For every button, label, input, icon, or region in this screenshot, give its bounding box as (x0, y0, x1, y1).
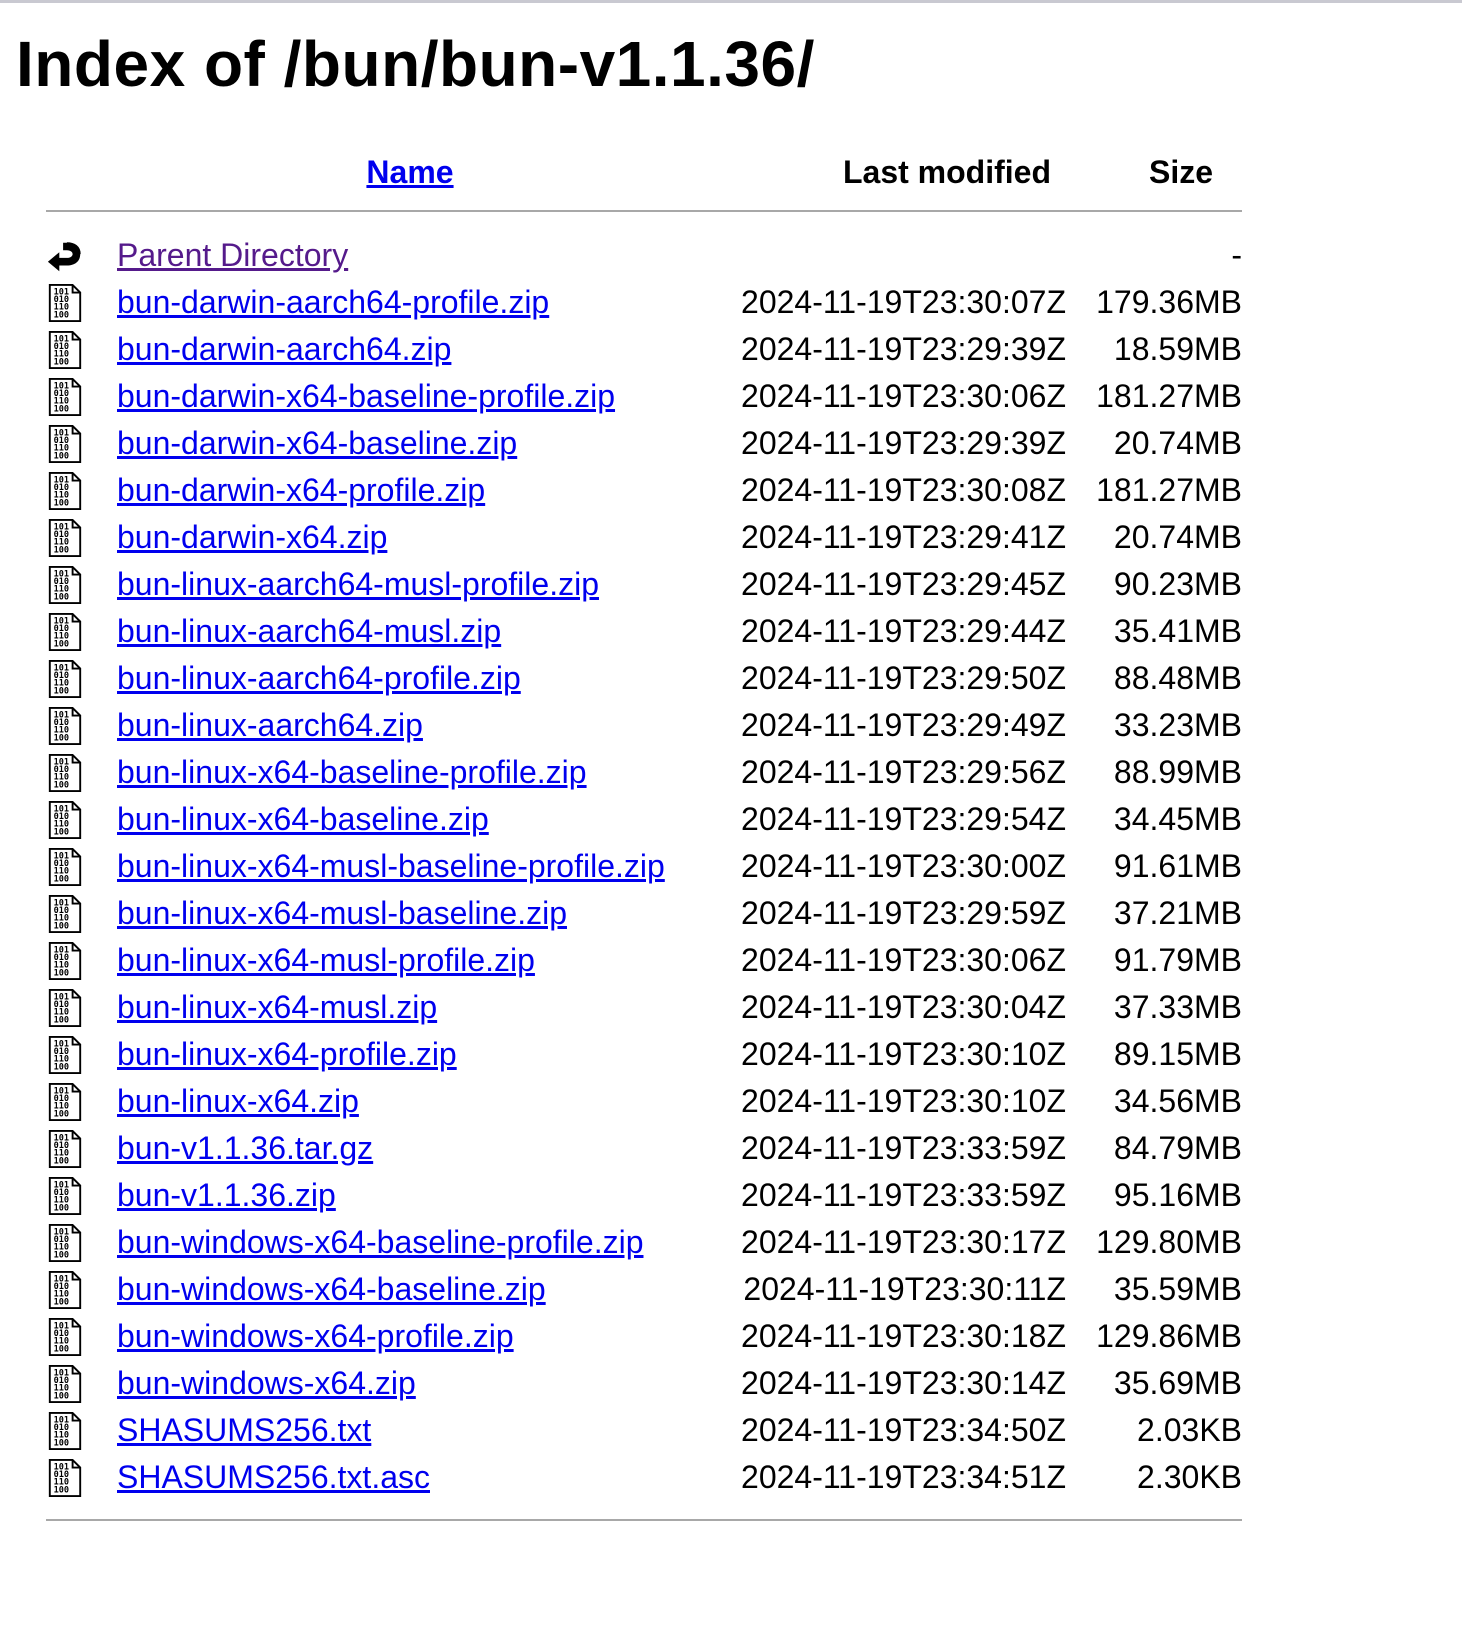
svg-text:101: 101 (53, 522, 70, 533)
svg-text:100: 100 (53, 1250, 70, 1261)
svg-text:100: 100 (53, 498, 70, 509)
file-link[interactable]: bun-linux-x64-musl.zip (117, 989, 438, 1025)
file-date: 2024-11-19T23:33:59Z (741, 1130, 1066, 1166)
binary-file-icon (46, 1271, 84, 1309)
svg-text:110: 110 (53, 584, 70, 595)
svg-text:110: 110 (53, 960, 70, 971)
file-date: 2024-11-19T23:29:45Z (741, 566, 1066, 602)
svg-text:101: 101 (53, 1368, 70, 1379)
file-date: 2024-11-19T23:30:07Z (741, 284, 1066, 320)
file-size: 181.27MB (1096, 378, 1242, 414)
svg-text:010: 010 (53, 1094, 70, 1105)
binary-file-icon (46, 284, 84, 322)
file-size: 34.56MB (1113, 1083, 1242, 1119)
binary-file-icon (46, 613, 84, 651)
svg-text:110: 110 (53, 1195, 70, 1206)
file-row (46, 1313, 1242, 1360)
svg-text:101: 101 (53, 381, 70, 392)
svg-text:010: 010 (53, 342, 70, 353)
svg-text:100: 100 (53, 1156, 70, 1167)
svg-text:101: 101 (53, 663, 70, 674)
back-arrow-icon (46, 237, 84, 275)
file-date: 2024-11-19T23:30:18Z (741, 1318, 1066, 1354)
svg-text:010: 010 (53, 859, 70, 870)
svg-text:010: 010 (53, 1047, 70, 1058)
binary-file-icon (46, 331, 84, 369)
file-row (46, 608, 1242, 655)
file-size: 88.99MB (1113, 754, 1242, 790)
svg-text:010: 010 (53, 1470, 70, 1481)
file-row (46, 1407, 1242, 1454)
file-link[interactable]: bun-darwin-x64-profile.zip (117, 472, 486, 508)
svg-text:110: 110 (53, 1336, 70, 1347)
file-link[interactable]: bun-windows-x64-profile.zip (117, 1318, 514, 1354)
file-size: 18.59MB (1113, 331, 1242, 367)
svg-text:100: 100 (53, 780, 70, 791)
file-row (46, 655, 1242, 702)
file-link[interactable]: bun-linux-aarch64-musl.zip (117, 613, 502, 649)
file-size: 179.36MB (1096, 284, 1242, 320)
svg-text:101: 101 (53, 475, 70, 486)
binary-file-icon (46, 1318, 84, 1356)
svg-text:010: 010 (53, 1376, 70, 1387)
file-row (46, 890, 1242, 937)
file-row (46, 937, 1242, 984)
binary-file-icon (46, 1130, 84, 1168)
binary-file-icon (46, 754, 84, 792)
file-size: 2.30KB (1137, 1459, 1242, 1495)
svg-text:110: 110 (53, 1007, 70, 1018)
file-date: 2024-11-19T23:29:56Z (741, 754, 1066, 790)
svg-text:100: 100 (53, 1109, 70, 1120)
svg-text:100: 100 (53, 1485, 70, 1496)
svg-text:100: 100 (53, 1344, 70, 1355)
svg-text:100: 100 (53, 404, 70, 415)
file-link[interactable]: bun-linux-x64-musl-baseline-profile.zip (117, 848, 665, 884)
sort-by-name-link[interactable]: Name (366, 154, 454, 190)
header-divider (46, 210, 1242, 212)
file-date: 2024-11-19T23:29:54Z (741, 801, 1066, 837)
file-size: 129.80MB (1096, 1224, 1242, 1260)
svg-text:110: 110 (53, 631, 70, 642)
svg-text:110: 110 (53, 1430, 70, 1441)
file-size: 88.48MB (1113, 660, 1242, 696)
svg-text:010: 010 (53, 530, 70, 541)
svg-text:100: 100 (53, 592, 70, 603)
file-rows (46, 232, 1242, 1501)
svg-text:101: 101 (53, 1321, 70, 1332)
file-link[interactable]: bun-windows-x64-baseline.zip (117, 1271, 546, 1307)
file-link[interactable]: SHASUMS256.txt (117, 1412, 372, 1448)
file-row (46, 561, 1242, 608)
file-row (46, 984, 1242, 1031)
file-date: 2024-11-19T23:30:11Z (743, 1271, 1066, 1307)
file-date: 2024-11-19T23:30:08Z (741, 472, 1066, 508)
binary-file-icon (46, 895, 84, 933)
svg-text:101: 101 (53, 757, 70, 768)
file-size: 84.79MB (1113, 1130, 1242, 1166)
file-date: 2024-11-19T23:29:41Z (741, 519, 1066, 555)
binary-file-icon (46, 942, 84, 980)
file-row (46, 514, 1242, 561)
binary-file-icon (46, 1365, 84, 1403)
svg-text:100: 100 (53, 1203, 70, 1214)
svg-text:101: 101 (53, 898, 70, 909)
file-date: 2024-11-19T23:30:00Z (741, 848, 1066, 884)
svg-text:100: 100 (53, 921, 70, 932)
binary-file-icon (46, 378, 84, 416)
file-row (46, 279, 1242, 326)
svg-text:110: 110 (53, 819, 70, 830)
svg-text:100: 100 (53, 639, 70, 650)
svg-text:101: 101 (53, 1415, 70, 1426)
svg-text:010: 010 (53, 953, 70, 964)
file-date: 2024-11-19T23:29:39Z (741, 331, 1066, 367)
file-row (46, 420, 1242, 467)
file-link[interactable]: bun-linux-x64-baseline-profile.zip (117, 754, 587, 790)
svg-text:101: 101 (53, 1133, 70, 1144)
svg-text:101: 101 (53, 992, 70, 1003)
svg-text:110: 110 (53, 443, 70, 454)
file-link[interactable]: bun-linux-aarch64-musl-profile.zip (117, 566, 599, 602)
file-row (46, 1172, 1242, 1219)
binary-file-icon (46, 1177, 84, 1215)
file-date: 2024-11-19T23:30:04Z (741, 989, 1066, 1025)
file-date: 2024-11-19T23:29:50Z (741, 660, 1066, 696)
svg-text:010: 010 (53, 483, 70, 494)
parent-directory-size: - (1231, 237, 1242, 273)
svg-text:101: 101 (53, 287, 70, 298)
svg-text:101: 101 (53, 569, 70, 580)
svg-text:010: 010 (53, 812, 70, 823)
svg-text:110: 110 (53, 349, 70, 360)
svg-text:100: 100 (53, 968, 70, 979)
binary-file-icon (46, 801, 84, 839)
svg-text:010: 010 (53, 1329, 70, 1340)
svg-text:101: 101 (53, 1086, 70, 1097)
svg-text:100: 100 (53, 733, 70, 744)
file-date: 2024-11-19T23:29:44Z (741, 613, 1066, 649)
file-size: 181.27MB (1096, 472, 1242, 508)
svg-text:010: 010 (53, 1141, 70, 1152)
file-size: 20.74MB (1113, 425, 1242, 461)
file-date: 2024-11-19T23:33:59Z (741, 1177, 1066, 1213)
svg-text:100: 100 (53, 1297, 70, 1308)
svg-text:100: 100 (53, 1391, 70, 1402)
file-link[interactable]: bun-linux-aarch64-profile.zip (117, 660, 521, 696)
file-size: 2.03KB (1137, 1412, 1242, 1448)
svg-text:100: 100 (53, 1015, 70, 1026)
file-row (46, 1360, 1242, 1407)
binary-file-icon (46, 1083, 84, 1121)
svg-text:101: 101 (53, 1180, 70, 1191)
svg-text:010: 010 (53, 577, 70, 588)
file-link[interactable]: bun-linux-x64.zip (117, 1083, 359, 1119)
footer-divider (46, 1519, 1242, 1521)
file-row (46, 796, 1242, 843)
file-row (46, 1266, 1242, 1313)
file-link[interactable]: bun-windows-x64.zip (117, 1365, 416, 1401)
svg-text:110: 110 (53, 1054, 70, 1065)
svg-text:010: 010 (53, 295, 70, 306)
file-date: 2024-11-19T23:29:49Z (741, 707, 1066, 743)
listing-header (46, 148, 1242, 196)
svg-text:110: 110 (53, 1383, 70, 1394)
svg-text:100: 100 (53, 1062, 70, 1073)
page-title: Index of /bun/bun-v1.1.36/ (16, 28, 815, 100)
file-date: 2024-11-19T23:30:06Z (741, 942, 1066, 978)
svg-text:101: 101 (53, 334, 70, 345)
file-size: 37.33MB (1113, 989, 1242, 1025)
file-link[interactable]: bun-v1.1.36.tar.gz (117, 1130, 374, 1166)
file-size: 90.23MB (1113, 566, 1242, 602)
svg-text:110: 110 (53, 913, 70, 924)
file-link[interactable]: bun-linux-aarch64.zip (117, 707, 423, 743)
file-date: 2024-11-19T23:30:10Z (741, 1083, 1066, 1119)
svg-text:101: 101 (53, 616, 70, 627)
file-size: 37.21MB (1113, 895, 1242, 931)
svg-text:010: 010 (53, 1000, 70, 1011)
file-row (46, 702, 1242, 749)
svg-text:101: 101 (53, 1039, 70, 1050)
binary-file-icon (46, 989, 84, 1027)
file-date: 2024-11-19T23:30:10Z (741, 1036, 1066, 1072)
binary-file-icon (46, 1224, 84, 1262)
svg-text:110: 110 (53, 678, 70, 689)
parent-directory-row (46, 232, 1242, 279)
svg-text:101: 101 (53, 945, 70, 956)
svg-text:101: 101 (53, 1462, 70, 1473)
name-column-header (46, 148, 774, 196)
file-date: 2024-11-19T23:29:39Z (741, 425, 1066, 461)
parent-directory-link[interactable]: Parent Directory (117, 237, 349, 273)
file-link[interactable]: bun-darwin-aarch64.zip (117, 331, 452, 367)
svg-text:110: 110 (53, 1289, 70, 1300)
binary-file-icon (46, 1412, 84, 1450)
file-date: 2024-11-19T23:34:51Z (741, 1459, 1066, 1495)
file-link[interactable]: bun-darwin-x64-baseline-profile.zip (117, 378, 616, 414)
binary-file-icon (46, 1459, 84, 1497)
svg-text:101: 101 (53, 1227, 70, 1238)
file-date: 2024-11-19T23:30:14Z (741, 1365, 1066, 1401)
svg-text:101: 101 (53, 1274, 70, 1285)
svg-text:110: 110 (53, 725, 70, 736)
file-row (46, 1078, 1242, 1125)
svg-text:100: 100 (53, 686, 70, 697)
svg-text:100: 100 (53, 545, 70, 556)
file-row (46, 467, 1242, 514)
svg-text:110: 110 (53, 1148, 70, 1159)
file-size: 129.86MB (1096, 1318, 1242, 1354)
file-row (46, 1031, 1242, 1078)
file-size: 95.16MB (1113, 1177, 1242, 1213)
svg-text:010: 010 (53, 906, 70, 917)
binary-file-icon (46, 848, 84, 886)
file-size: 35.59MB (1113, 1271, 1242, 1307)
svg-text:110: 110 (53, 1477, 70, 1488)
file-link[interactable]: bun-v1.1.36.zip (117, 1177, 336, 1213)
svg-text:010: 010 (53, 436, 70, 447)
svg-text:010: 010 (53, 1423, 70, 1434)
svg-text:110: 110 (53, 772, 70, 783)
file-row (46, 1219, 1242, 1266)
file-link[interactable]: bun-linux-x64-musl-profile.zip (117, 942, 535, 978)
last-modified-column-header: Last modified (842, 154, 1051, 190)
file-size: 20.74MB (1113, 519, 1242, 555)
svg-text:110: 110 (53, 866, 70, 877)
svg-text:101: 101 (53, 851, 70, 862)
file-link[interactable]: SHASUMS256.txt.asc (117, 1459, 430, 1495)
file-size: 91.61MB (1113, 848, 1242, 884)
svg-text:100: 100 (53, 310, 70, 321)
file-link[interactable]: bun-linux-x64-profile.zip (117, 1036, 457, 1072)
file-row (46, 843, 1242, 890)
file-size: 35.69MB (1113, 1365, 1242, 1401)
svg-text:100: 100 (53, 827, 70, 838)
svg-text:101: 101 (53, 804, 70, 815)
file-size: 33.23MB (1113, 707, 1242, 743)
svg-text:010: 010 (53, 389, 70, 400)
svg-text:010: 010 (53, 1235, 70, 1246)
binary-file-icon (46, 519, 84, 557)
svg-text:100: 100 (53, 874, 70, 885)
svg-text:010: 010 (53, 718, 70, 729)
file-date: 2024-11-19T23:29:59Z (741, 895, 1066, 931)
file-link[interactable]: bun-windows-x64-baseline-profile.zip (117, 1224, 644, 1260)
file-date: 2024-11-19T23:30:06Z (741, 378, 1066, 414)
binary-file-icon (46, 425, 84, 463)
svg-text:110: 110 (53, 396, 70, 407)
svg-text:010: 010 (53, 1188, 70, 1199)
file-link[interactable]: bun-darwin-x64-baseline.zip (117, 425, 518, 461)
file-row (46, 1454, 1242, 1501)
file-link[interactable]: bun-linux-x64-musl-baseline.zip (117, 895, 567, 931)
binary-file-icon (46, 1036, 84, 1074)
svg-text:100: 100 (53, 451, 70, 462)
file-link[interactable]: bun-darwin-x64.zip (117, 519, 388, 555)
file-size: 34.45MB (1113, 801, 1242, 837)
binary-file-icon (46, 660, 84, 698)
window-top-border (0, 0, 1462, 3)
file-row (46, 1125, 1242, 1172)
svg-text:110: 110 (53, 302, 70, 313)
file-link[interactable]: bun-darwin-aarch64-profile.zip (117, 284, 550, 320)
svg-text:100: 100 (53, 357, 70, 368)
file-size: 35.41MB (1113, 613, 1242, 649)
svg-text:101: 101 (53, 428, 70, 439)
binary-file-icon (46, 472, 84, 510)
file-row (46, 749, 1242, 796)
svg-text:110: 110 (53, 1242, 70, 1253)
file-date: 2024-11-19T23:34:50Z (741, 1412, 1066, 1448)
svg-text:010: 010 (53, 671, 70, 682)
file-row (46, 373, 1242, 420)
svg-text:110: 110 (53, 537, 70, 548)
file-link[interactable]: bun-linux-x64-baseline.zip (117, 801, 489, 837)
size-column-header: Size (1148, 154, 1214, 190)
file-date: 2024-11-19T23:30:17Z (741, 1224, 1066, 1260)
file-size: 89.15MB (1113, 1036, 1242, 1072)
file-size: 91.79MB (1113, 942, 1242, 978)
svg-text:010: 010 (53, 624, 70, 635)
svg-text:101: 101 (53, 710, 70, 721)
svg-text:010: 010 (53, 1282, 70, 1293)
svg-text:100: 100 (53, 1438, 70, 1449)
svg-text:010: 010 (53, 765, 70, 776)
file-row (46, 326, 1242, 373)
svg-text:110: 110 (53, 490, 70, 501)
svg-text:110: 110 (53, 1101, 70, 1112)
binary-file-icon (46, 566, 84, 604)
directory-listing (46, 148, 1242, 1496)
binary-file-icon (46, 707, 84, 745)
